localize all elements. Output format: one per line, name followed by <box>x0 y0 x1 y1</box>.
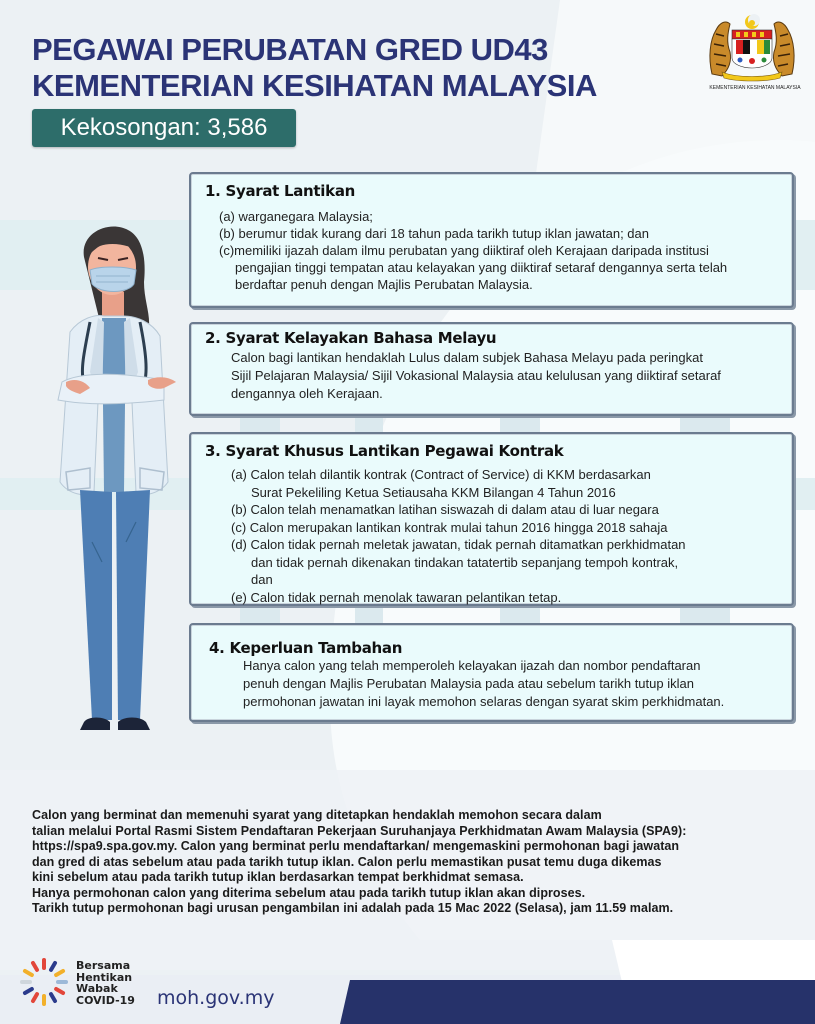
logo-ray <box>53 968 65 977</box>
logo-ray <box>42 994 46 1006</box>
list-item: (b) berumur tidak kurang dari 18 tahun pada tarikh tutup iklan jawatan; dan <box>219 226 649 241</box>
list-item: (d) Calon tidak pernah meletak jawatan, tidak pernah ditamatkan perkhidmatan <box>231 537 686 552</box>
malaysia-coat-of-arms-icon <box>706 12 798 82</box>
section-card-keperluan-tambahan <box>189 623 794 722</box>
logo-ray <box>42 958 46 970</box>
logo-ray <box>56 980 68 984</box>
section-heading: 2. Syarat Kelayakan Bahasa Melayu <box>205 329 497 347</box>
logo-ray <box>30 960 39 972</box>
campaign-line: Wabak <box>76 982 118 995</box>
paragraph-line: dengannya oleh Kerajaan. <box>231 386 383 401</box>
notice-line: kini sebelum atau pada tarikh tutup iklan berdasarkan tempat berkhidmat semasa. <box>32 870 524 884</box>
list-item: dan tidak pernah dikenakan tindakan tatatertib sepanjang tempoh kontrak, <box>251 554 679 570</box>
logo-ray <box>30 991 39 1003</box>
list-item: berdaftar penuh dengan Majlis Perubatan Malaysia. <box>235 277 533 292</box>
crest-motto-scroll <box>722 72 782 81</box>
campaign-line: Hentikan <box>76 970 133 984</box>
notice-line: Hanya permohonan calon yang diterima sebelum atau pada tarikh tutup iklan akan diproses. <box>32 885 586 900</box>
notice-line: https://spa9.spa.gov.my. Calon yang berminat perlu mendaftarkan/ mengemaskini permohonan bagi jawatan <box>32 839 680 853</box>
logo-ray <box>20 980 32 984</box>
campaign-line: Bersama <box>76 959 131 972</box>
paragraph-line: permohonan jawatan ini layak memohon selaras dengan syarat skim perkhidmatan. <box>243 694 725 709</box>
section-list <box>231 466 686 606</box>
logo-ray <box>48 991 57 1003</box>
logo-ray <box>22 986 34 995</box>
page-title <box>32 32 597 104</box>
paragraph-line: penuh dengan Majlis Perubatan Malaysia pada atau sebelum tarikh tutup iklan <box>243 676 694 691</box>
paragraph-line: Calon bagi lantikan hendaklah Lulus dalam subjek Bahasa Melayu pada peringkat <box>231 350 703 365</box>
list-item: (a) warganegara Malaysia; <box>219 209 373 224</box>
title-line-1: PEGAWAI PERUBATAN GRED UD43 <box>32 32 548 67</box>
list-item: (e) Calon tidak pernah menolak tawaran pelantikan tetap. <box>231 589 562 605</box>
vacancy-badge: Kekosongan: 3,586 <box>32 109 296 147</box>
bottom-white-shape <box>612 940 815 982</box>
section-list <box>219 208 727 293</box>
doctor-scrubs <box>102 318 126 492</box>
logo-ray <box>53 986 65 995</box>
title-line-2: KEMENTERIAN KESIHATAN MALAYSIA <box>32 68 597 103</box>
logo-ray <box>48 960 57 972</box>
covid-campaign-text <box>76 960 135 1006</box>
list-item: dan <box>251 572 273 587</box>
section-paragraph <box>231 349 721 403</box>
website-link[interactable]: moh.gov.my <box>157 987 275 1009</box>
list-item: (a) Calon telah dilantik kontrak (Contract of Service) di KKM berdasarkan <box>231 467 651 482</box>
paragraph-line: Sijil Pelajaran Malaysia/ Sijil Vokasional Malaysia atau kelulusan yang diiktiraf setaraf <box>231 368 721 383</box>
doctor-shoes <box>80 718 110 731</box>
crest-right-tiger <box>773 22 794 76</box>
list-item: (c) Calon merupakan lantikan kontrak mulai tahun 2016 hingga 2018 sahaja <box>231 519 668 535</box>
bottom-navy-band <box>340 980 815 1024</box>
section-card-bahasa-melayu <box>189 322 794 416</box>
section-paragraph <box>243 657 724 711</box>
list-item: Surat Pekeliling Ketua Setiausaha KKM Bilangan 4 Tahun 2016 <box>251 484 616 500</box>
list-item: (b) Calon telah menamatkan latihan siswazah di dalam atau di luar negara <box>231 502 659 517</box>
campaign-line: COVID-19 <box>76 993 135 1007</box>
notice-line: talian melalui Portal Rasmi Sistem Pendaftaran Pekerjaan Suruhanjaya Perkhidmatan Awam Malaysia (SPA9): <box>32 823 687 838</box>
crest-left-tiger <box>710 22 731 76</box>
crest-crescent-star <box>745 14 760 29</box>
crest-shield <box>732 30 772 68</box>
notice-line: Calon yang berminat dan memenuhi syarat yang ditetapkan hendaklah memohon secara dalam <box>32 808 602 822</box>
doctor-neck <box>102 292 124 318</box>
doctor-pants <box>80 490 112 720</box>
section-card-syarat-lantikan <box>189 172 794 308</box>
doctor-illustration <box>40 222 190 737</box>
list-item: pengajian tinggi tempatan atau kelayakan yang diiktiraf setaraf dengannya serta telah <box>235 260 728 275</box>
paragraph-line: Hanya calon yang telah memperoleh kelayakan ijazah dan nombor pendaftaran <box>243 658 701 673</box>
section-heading: 1. Syarat Lantikan <box>205 182 356 200</box>
section-heading: 4. Keperluan Tambahan <box>209 639 403 657</box>
section-heading: 3. Syarat Khusus Lantikan Pegawai Kontrak <box>205 442 564 460</box>
crest-caption: KEMENTERIAN KESIHATAN MALAYSIA <box>709 85 801 91</box>
section-card-pegawai-kontrak <box>189 432 794 606</box>
covid-campaign-logo-icon <box>18 956 70 1008</box>
notice-line: dan gred di atas sebelum atau pada tarikh tutup iklan. Calon perlu memastikan pusat temu duga dikemas <box>32 854 662 869</box>
application-notice <box>32 808 686 917</box>
doctor-mask <box>90 267 136 292</box>
notice-line: Tarikh tutup permohonan bagi urusan pengambilan ini adalah pada 15 Mac 2022 (Selasa), jam 11.59 malam. <box>32 901 674 915</box>
logo-ray <box>22 968 34 977</box>
list-item: (c)memiliki ijazah dalam ilmu perubatan yang diiktiraf oleh Kerajaan daripada institusi <box>219 243 709 258</box>
